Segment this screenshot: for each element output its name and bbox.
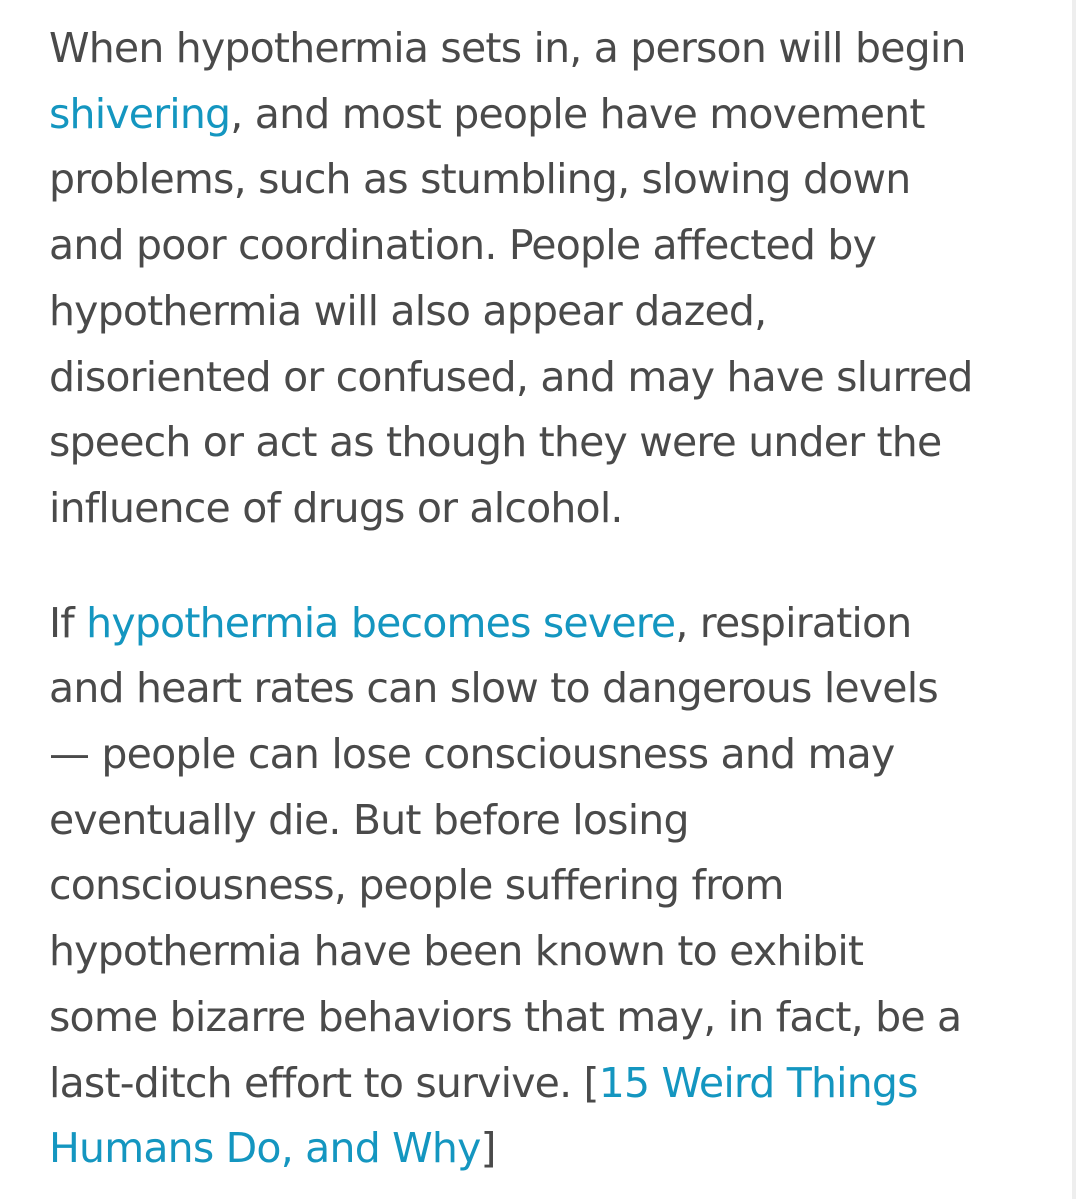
text-line: last-ditch effort to survive. [ — [49, 1058, 599, 1107]
text-line: influence of drugs or alcohol. — [49, 483, 623, 532]
link-shivering[interactable]: shivering — [49, 89, 231, 138]
text-line: When hypothermia sets in, a person will begin — [49, 24, 966, 72]
link-hypothermia-becomes-severe[interactable]: hypothermia becomes severe — [86, 598, 676, 647]
text-line: hypothermia have been known to exhibit — [49, 927, 864, 976]
paragraph-hypothermia-symptoms — [49, 16, 1049, 542]
text-line: , and most people have movement — [230, 89, 925, 138]
link-weird-things-line-2[interactable]: Humans Do, and Why — [49, 1124, 481, 1173]
text-line: — people can lose consciousness and may — [49, 730, 895, 779]
article-body — [49, 16, 1049, 1182]
paragraph-severe-hypothermia — [49, 591, 1049, 1182]
text-line: speech or act as though they were under the — [49, 418, 942, 467]
text-line: eventually die. But before losing — [49, 795, 689, 844]
text-line: and poor coordination. People affected by — [49, 221, 877, 270]
text-line: , respiration — [675, 598, 912, 647]
link-weird-things-line-1[interactable]: 15 Weird Things — [598, 1058, 918, 1107]
text-line: some bizarre behaviors that may, in fact, be a — [49, 992, 962, 1041]
text-line: disoriented or confused, and may have slurred — [49, 352, 973, 401]
text-line: If — [49, 598, 87, 647]
closing-bracket: ] — [480, 1124, 496, 1173]
text-line: and heart rates can slow to dangerous levels — [49, 664, 938, 713]
text-line: consciousness, people suffering from — [49, 861, 784, 910]
text-line: problems, such as stumbling, slowing down — [49, 155, 911, 204]
text-line: hypothermia will also appear dazed, — [49, 286, 767, 335]
scrollbar-track — [1072, 0, 1076, 1199]
